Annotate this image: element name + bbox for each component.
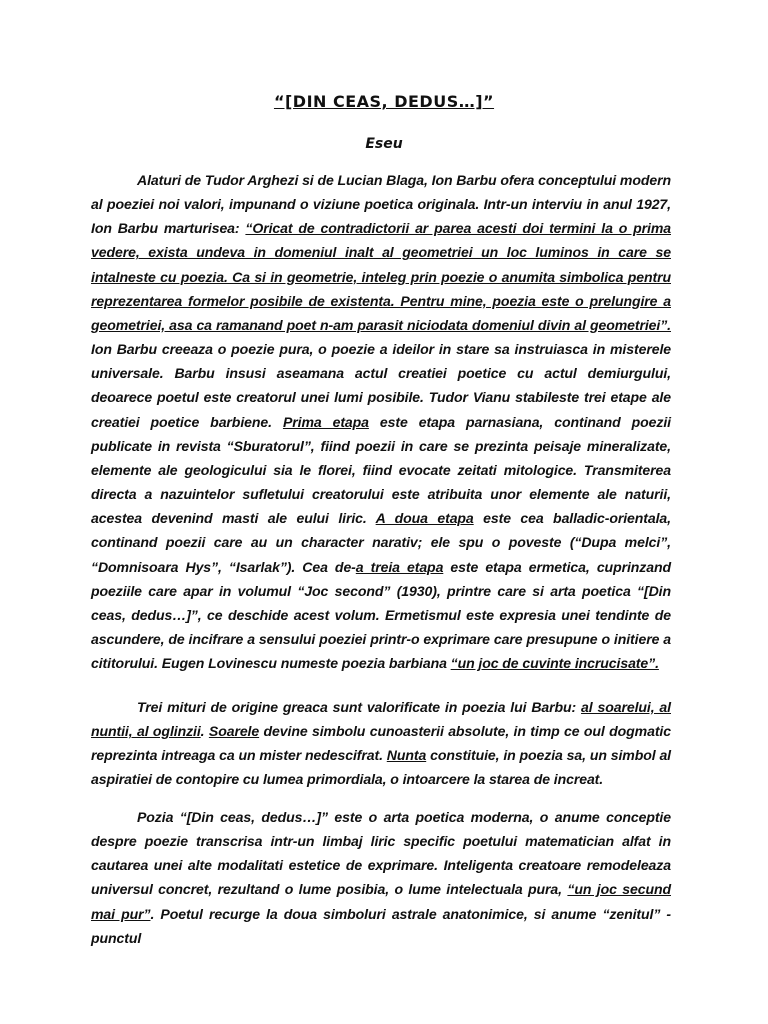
underlined-quote: “Oricat de contradictorii ar parea acesti doi termini la o prima vedere, exista undeva in domeniul inalt al geometriei un loc luminos in care se intalneste cu poezia. Ca si in geometrie, inteleg prin poezie o anumita simbolica pentru reprezentarea formelor posibile de existenta. Pentru mine, poezia este o prelungire a geometriei, asa ca ramanand poet n-am parasit niciodata domeniul divin al geometriei”. — [91, 220, 671, 333]
paragraph-1 — [91, 168, 671, 675]
underlined-quote: “un joc secund mai pur” — [91, 881, 671, 922]
text-run: . Poetul recurge la doua simboluri astrale anatonimice, si anume “zenitul” - punctul — [91, 905, 672, 946]
text-run: este etapa ermetica, cuprinzand poeziile care apar in volumul “Joc second” (1930), printre care si arta poetica “[Din ceas, dedus…]”, ce deschide acest volum. Ermetismul este expresia unei tendinte de ascundere, de incifrare a sensului poeziei printr-o exprimare care presupune o initiere a cititorului. Eugen Lovinescu numeste poezia barbiana — [91, 558, 671, 672]
underlined-quote: “un joc de cuvinte incrucisate”. — [450, 655, 659, 672]
text-run: Alaturi de Tudor Arghezi si de Lucian Blaga, Ion Barbu ofera conceptului modern al poeziei noi valori, impunand o viziune poetica originala. Intr-un interviu in anul 1927, Ion Barbu marturisea: — [91, 172, 671, 237]
underlined-term: Nunta — [386, 747, 427, 764]
text-run: este cea balladic-orientala, continand poezii care au un character narativ; ele spu o poveste (“Dupa melci”, “Domnisoara Hys”, “Isarlak”). Cea de- — [91, 510, 671, 575]
underlined-term: al soarelui, al nuntii, al oglinzii — [91, 699, 671, 740]
paragraph-text — [91, 695, 671, 792]
text-run: constituie, in poezia sa, un simbol al aspiratiei de contopire cu lumea primordiala, o intoarcere la starea de increat. — [91, 747, 671, 788]
paragraph-2 — [91, 695, 671, 792]
underlined-term: Prima etapa — [282, 413, 369, 430]
text-run: devine simbolu cunoasterii absolute, in timp ce oul dogmatic reprezinta intreaga ca un mister nedescifrat. — [91, 723, 671, 764]
underlined-term: A doua etapa — [375, 510, 474, 527]
text-run: . — [200, 723, 209, 740]
paragraph-3 — [91, 805, 671, 950]
text-run: Ion Barbu creeaza o poezie pura, o poezie a ideilor in stare sa instruiasca in misterele universale. Barbu insusi aseamana actul creatiei poetice cu actul demiurgului, deoarece poetul este creatorul unei lumi posibile. Tudor Vianu stabileste trei etape ale creatiei poetice barbiene. — [91, 341, 671, 430]
text-run: Trei mituri de origine greaca sunt valorificate in poezia lui Barbu: — [137, 699, 582, 715]
paragraph-text — [91, 168, 671, 675]
underlined-term: Soarele — [208, 723, 260, 740]
text-run: Pozia “[Din ceas, dedus…]” este o arta poetica moderna, o anume conceptie despre poezie transcrisa intr-un limbaj liric specific poetului matematician alfat in cautarea unei alte modalitati estetice de exprimare. Inteligenta creatoare remodeleaza universul concret, rezultand o lume posibia, o lume intelectuala pura, — [91, 809, 671, 898]
text-run: este etapa parnasiana, continand poezii publicate in revista “Sburatorul”, fiind poezii in care se prezinta peisaje mineralizate, elemente ale geologicului sia le florei, fiind evocate zeitati mitologice. Transmiterea directa a nazuintelor sufletului creatorului este atribuita unor elemente ale naturii, acestea devenind masti ale eului liric. — [91, 413, 671, 527]
document-title: “[DIN CEAS, DEDUS…]” — [273, 92, 495, 111]
underlined-term: a treia etapa — [355, 558, 444, 575]
paragraph-text — [91, 805, 671, 950]
document-subtitle: Eseu — [365, 136, 403, 152]
